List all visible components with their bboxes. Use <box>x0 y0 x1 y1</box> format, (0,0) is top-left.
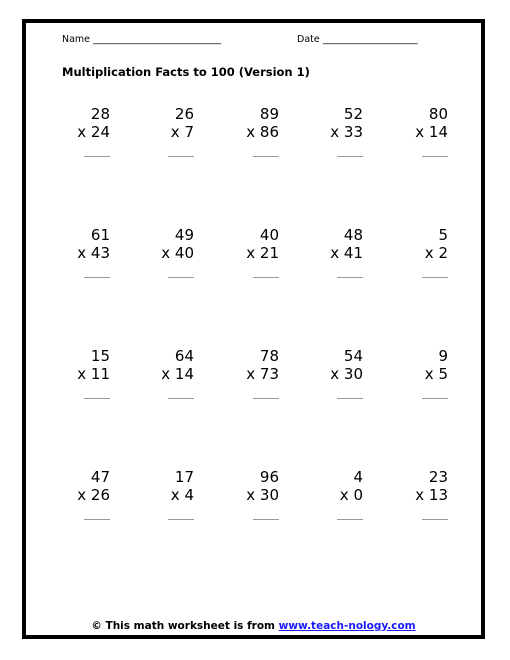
answer-line[interactable] <box>337 156 363 157</box>
multiplier: x 30 <box>330 365 363 383</box>
multiplicand: 28 <box>90 105 110 123</box>
multiplicand: 78 <box>259 347 279 365</box>
answer-line[interactable] <box>253 156 279 157</box>
footer-text: © This math worksheet is from <box>91 620 279 632</box>
multiplicand: 80 <box>428 105 448 123</box>
multiplicand: 61 <box>90 226 110 244</box>
answer-line[interactable] <box>84 519 110 520</box>
problem-19 <box>303 468 363 520</box>
multiplier: x 14 <box>161 365 194 383</box>
answer-line[interactable] <box>337 519 363 520</box>
problem-17 <box>134 468 194 520</box>
answer-line[interactable] <box>84 277 110 278</box>
problem-11 <box>50 347 110 399</box>
multiplier: x 5 <box>424 365 448 383</box>
multiplicand: 23 <box>428 468 448 486</box>
multiplier: x 11 <box>77 365 110 383</box>
multiplier: x 43 <box>77 244 110 262</box>
answer-line[interactable] <box>168 398 194 399</box>
problem-15 <box>388 347 448 399</box>
answer-line[interactable] <box>253 398 279 399</box>
problem-4 <box>303 105 363 157</box>
multiplier: x 26 <box>77 486 110 504</box>
multiplicand: 54 <box>343 347 363 365</box>
multiplier: x 40 <box>161 244 194 262</box>
multiplicand: 49 <box>174 226 194 244</box>
multiplicand: 26 <box>174 105 194 123</box>
answer-line[interactable] <box>337 398 363 399</box>
date-field[interactable]: Date ____________________ <box>297 34 418 45</box>
answer-line[interactable] <box>84 398 110 399</box>
problem-7 <box>134 226 194 278</box>
problem-12 <box>134 347 194 399</box>
multiplicand: 4 <box>353 468 363 486</box>
worksheet-title: Multiplication Facts to 100 (Version 1) <box>62 65 310 79</box>
multiplicand: 15 <box>90 347 110 365</box>
multiplier: x 14 <box>415 123 448 141</box>
multiplicand: 64 <box>174 347 194 365</box>
multiplier: x 41 <box>330 244 363 262</box>
multiplier: x 30 <box>246 486 279 504</box>
multiplicand: 52 <box>343 105 363 123</box>
multiplier: x 0 <box>339 486 363 504</box>
answer-line[interactable] <box>422 398 448 399</box>
multiplier: x 13 <box>415 486 448 504</box>
problem-18 <box>219 468 279 520</box>
answer-line[interactable] <box>337 277 363 278</box>
multiplicand: 48 <box>343 226 363 244</box>
multiplicand: 5 <box>438 226 448 244</box>
problem-20 <box>388 468 448 520</box>
worksheet-frame <box>22 19 485 639</box>
multiplicand: 17 <box>174 468 194 486</box>
problem-grid <box>26 23 481 635</box>
footer-link[interactable]: www.teach-nology.com <box>278 620 416 632</box>
problem-6 <box>50 226 110 278</box>
multiplicand: 47 <box>90 468 110 486</box>
answer-line[interactable] <box>168 156 194 157</box>
footer-credit <box>26 620 481 632</box>
multiplicand: 96 <box>259 468 279 486</box>
problem-9 <box>303 226 363 278</box>
multiplicand: 9 <box>438 347 448 365</box>
multiplier: x 73 <box>246 365 279 383</box>
multiplier: x 7 <box>170 123 194 141</box>
answer-line[interactable] <box>422 277 448 278</box>
problem-1 <box>50 105 110 157</box>
answer-line[interactable] <box>253 519 279 520</box>
problem-2 <box>134 105 194 157</box>
problem-3 <box>219 105 279 157</box>
multiplier: x 33 <box>330 123 363 141</box>
multiplier: x 24 <box>77 123 110 141</box>
problem-13 <box>219 347 279 399</box>
multiplicand: 40 <box>259 226 279 244</box>
answer-line[interactable] <box>253 277 279 278</box>
problem-8 <box>219 226 279 278</box>
multiplier: x 86 <box>246 123 279 141</box>
answer-line[interactable] <box>168 277 194 278</box>
answer-line[interactable] <box>422 519 448 520</box>
answer-line[interactable] <box>422 156 448 157</box>
problem-16 <box>50 468 110 520</box>
problem-10 <box>388 226 448 278</box>
name-field[interactable]: Name ___________________________ <box>62 34 222 45</box>
multiplier: x 21 <box>246 244 279 262</box>
multiplicand: 89 <box>259 105 279 123</box>
multiplier: x 2 <box>424 244 448 262</box>
answer-line[interactable] <box>168 519 194 520</box>
multiplier: x 4 <box>170 486 194 504</box>
answer-line[interactable] <box>84 156 110 157</box>
problem-14 <box>303 347 363 399</box>
problem-5 <box>388 105 448 157</box>
